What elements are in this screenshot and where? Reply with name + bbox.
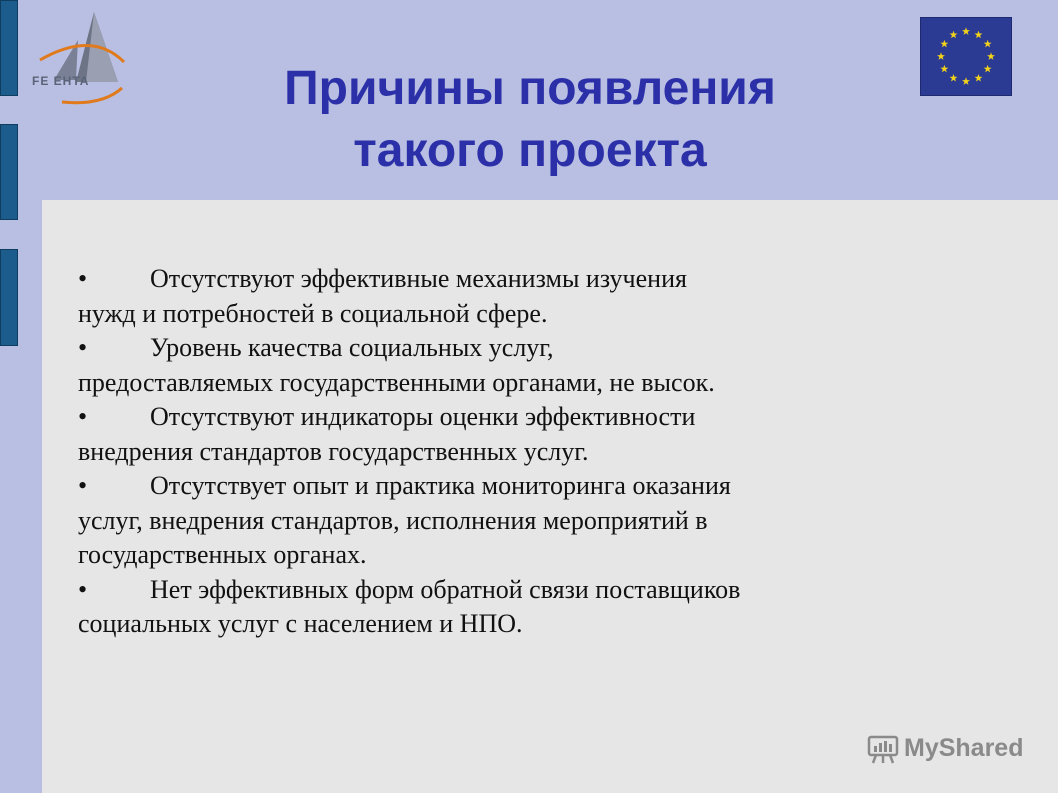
bullet-marker: • [78,574,88,604]
eu-star-icon [950,74,958,82]
title-line: Причины появления [284,62,776,115]
bullet-item [78,573,878,642]
bullet-text: Отсутствуют эффективные механизмы изучения [150,264,687,293]
bullet-text: услуг, внедрения стандартов, исполнения мероприятий в [78,505,708,535]
eu-star-icon [984,65,992,73]
title-line: такого проекта [353,124,707,177]
eu-star-icon [984,40,992,48]
eu-star-icon [975,31,983,39]
bullet-text: предоставляемых государственными органами, не высок. [78,367,715,397]
bullet-marker: • [78,471,88,500]
eu-star-icon [937,52,945,60]
bullet-text: Нет эффективных форм обратной связи поставщиков [150,574,741,604]
eu-star-icon [940,40,948,48]
eu-star-icon [962,27,970,35]
bullet-text: Отсутствуют индикаторы оценки эффективности [150,402,696,431]
bullet-text: нужд и потребностей в социальной сфере. [78,298,548,328]
watermark [866,730,1023,766]
eu-flag-icon [920,17,1012,96]
left-accent-bar [0,249,18,346]
watermark-text: MyShared [904,733,1024,762]
eu-stars [921,18,1011,95]
bullet-item [78,400,878,469]
left-accent-bar [0,124,18,220]
logo-text: FE EHTA [32,74,90,88]
left-accent-bar [0,0,18,96]
bullet-marker: • [78,264,88,293]
bullet-item [78,331,878,400]
bullet-text: Уровень качества социальных услуг, [150,333,554,362]
bullet-item [78,262,878,331]
eu-star-icon [940,65,948,73]
bullet-item [78,469,878,573]
eu-star-icon [950,31,958,39]
eu-star-icon [987,52,995,60]
company-logo [32,10,132,110]
bullet-text: социальных услуг с населением и НПО. [78,609,523,638]
bullet-text: государственных органах. [78,540,367,569]
bullet-marker: • [78,402,88,431]
bullet-text: Отсутствует опыт и практика мониторинга оказания [150,471,731,500]
sail-logo-icon [32,10,132,110]
slide-title [170,58,890,182]
bullet-list [78,262,878,642]
bullet-text: внедрения стандартов государственных услуг. [78,436,589,466]
eu-star-icon [975,74,983,82]
myshared-logo-icon [866,731,900,765]
bullet-marker: • [78,333,88,362]
eu-star-icon [962,77,970,85]
